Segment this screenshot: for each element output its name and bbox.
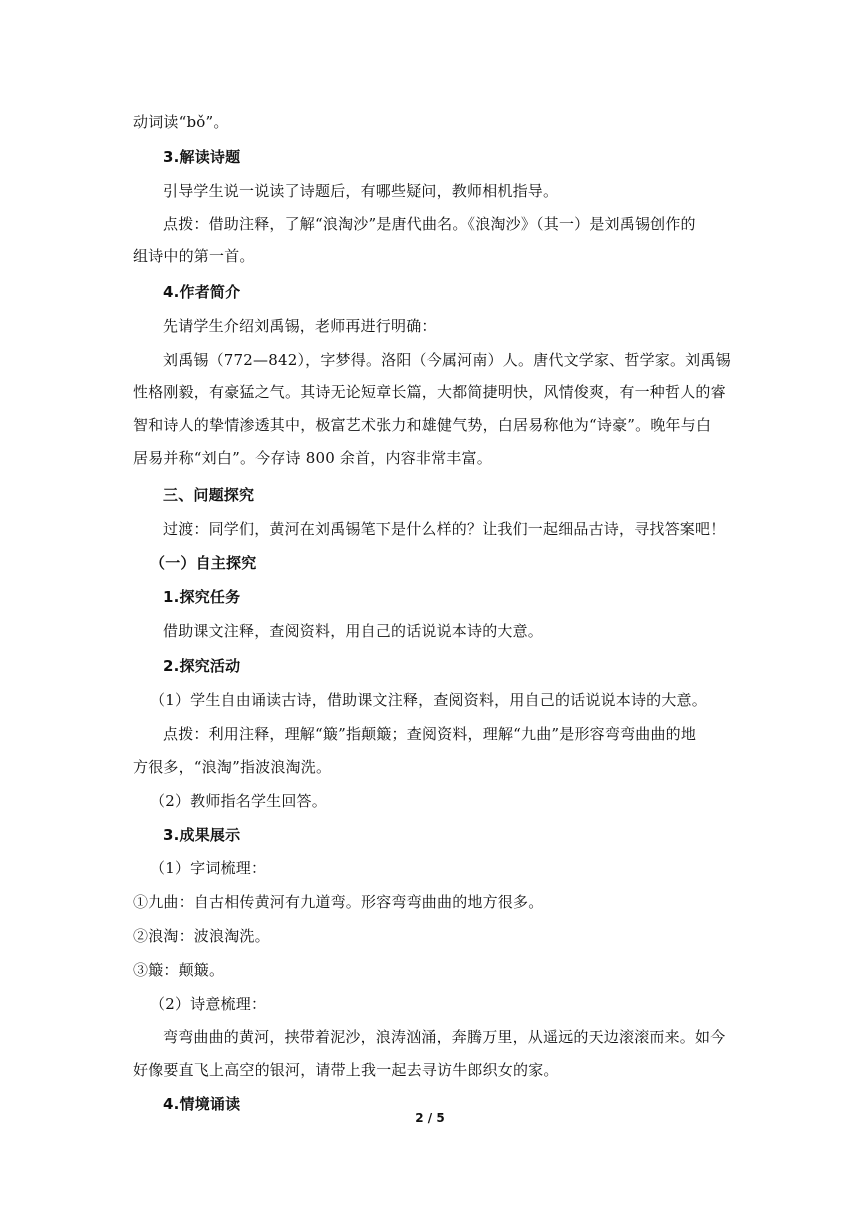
paragraph-line: （1）学生自由诵读古诗，借助课文注释，查阅资料，用自己的话说说本诗的大意。 (150, 691, 707, 709)
paragraph-line: 点拨：借助注释，了解“浪淘沙”是唐代曲名。《浪淘沙》（其一）是刘禹锡创作的 (163, 215, 696, 233)
text-line: 动词读“bǒ”。 (133, 113, 229, 131)
section-heading: 1.探究任务 (163, 588, 241, 606)
paragraph-line: 性格刚毅，有豪猛之气。其诗无论短章长篇，大都简捷明快，风情俊爽，有一种哲人的睿 (133, 383, 726, 401)
paragraph-line: （1）字词梳理： (150, 859, 267, 877)
paragraph-line: 居易并称“刘白”。今存诗 800 余首，内容非常丰富。 (133, 449, 492, 467)
paragraph-line: 先请学生介绍刘禹锡，老师再进行明确： (163, 317, 437, 335)
paragraph-line: 智和诗人的挚情渗透其中，极富艺术张力和雄健气势，白居易称他为“诗豪”。晚年与白 (133, 416, 712, 434)
subsection-heading: （一）自主探究 (150, 554, 257, 572)
section-heading: 3.成果展示 (163, 826, 241, 844)
page-number: 2 / 5 (415, 1111, 445, 1125)
paragraph-line: 借助课文注释，查阅资料，用自己的话说说本诗的大意。 (163, 622, 544, 640)
paragraph-line: 过渡：同学们，黄河在刘禹锡笔下是什么样的？让我们一起细品古诗，寻找答案吧！ (163, 520, 726, 538)
section-heading: 4.作者简介 (163, 283, 241, 301)
paragraph-line: 弯弯曲曲的黄河，挟带着泥沙，浪涛汹涌，奔腾万里，从遥远的天边滚滚而来。如今 (163, 1028, 726, 1046)
section-heading: 2.探究活动 (163, 657, 241, 675)
paragraph-line: 刘禹锡（772—842），字梦得。洛阳（今属河南）人。唐代文学家、哲学家。刘禹锡 (163, 351, 731, 369)
paragraph-line: （2）教师指名学生回答。 (150, 792, 327, 810)
paragraph-line: 组诗中的第一首。 (133, 247, 255, 265)
paragraph-line: 方很多，“浪淘”指波浪淘洗。 (133, 758, 332, 776)
paragraph-line: ①九曲：自古相传黄河有九道弯。形容弯弯曲曲的地方很多。 (133, 893, 544, 911)
section-heading: 4.情境诵读 (163, 1095, 241, 1113)
paragraph-line: 点拨：利用注释，理解“簸”指颠簸；查阅资料，理解“九曲”是形容弯弯曲曲的地 (163, 725, 697, 743)
section-heading: 三、问题探究 (163, 486, 255, 504)
paragraph-line: 引导学生说一说读了诗题后，有哪些疑问，教师相机指导。 (163, 182, 559, 200)
paragraph-line: ③簸：颠簸。 (133, 961, 225, 979)
paragraph-line: ②浪淘：波浪淘洗。 (133, 927, 270, 945)
paragraph-line: （2）诗意梳理： (150, 995, 267, 1013)
section-heading: 3.解读诗题 (163, 148, 241, 166)
paragraph-line: 好像要直飞上高空的银河，请带上我一起去寻访牛郎织女的家。 (133, 1061, 559, 1079)
